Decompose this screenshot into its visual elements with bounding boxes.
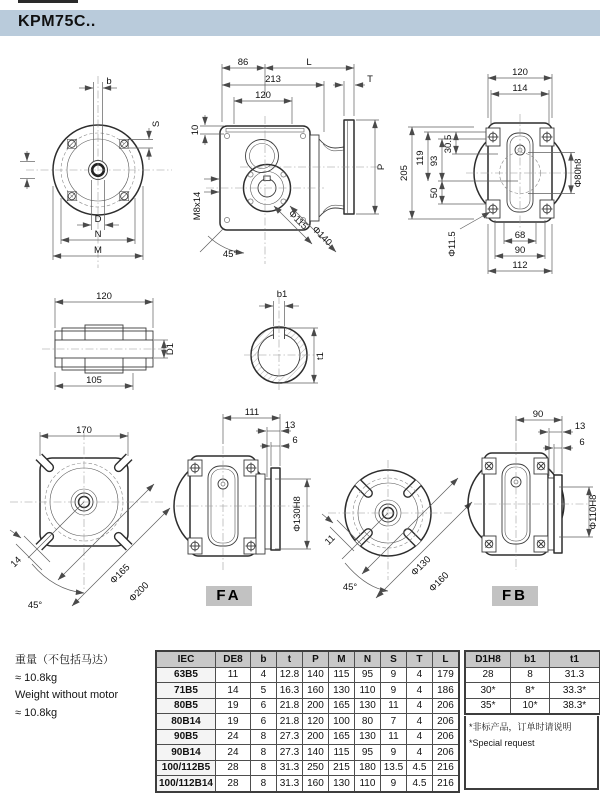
table-cell: 95	[354, 667, 380, 683]
fb-label-text: FB	[502, 587, 528, 604]
fb-dimensions	[322, 478, 472, 598]
table-header-cell: IEC	[156, 651, 215, 667]
dim-label: 90	[514, 245, 526, 256]
dim-label: 213	[265, 74, 281, 85]
table-cell: 31.3	[550, 667, 600, 683]
table-cell: 5	[250, 683, 276, 699]
table-cell: 215	[328, 760, 354, 776]
table-row	[465, 698, 600, 714]
table-cell: 4	[406, 667, 432, 683]
dim-label: 10	[190, 124, 201, 136]
table-cell: 19	[215, 714, 250, 730]
dim-label: Φ165	[108, 562, 133, 587]
table-cell: 206	[432, 698, 459, 714]
dim-label: Φ130	[409, 554, 434, 579]
table-row	[156, 667, 459, 683]
drawing-b5-flange-front	[20, 58, 210, 286]
table-cell: 30*	[465, 683, 511, 699]
table-cell: 38.3*	[550, 698, 600, 714]
table-cell: 130	[328, 683, 354, 699]
table-cell: 31.3	[276, 776, 302, 792]
table-cell: 4	[406, 729, 432, 745]
dim-label: S	[151, 120, 162, 128]
dim-label: b	[106, 76, 112, 87]
table-cell: 35*	[465, 698, 511, 714]
table-cell: 160	[302, 683, 328, 699]
dim-label: 45°	[342, 582, 358, 593]
drawing-bore-section	[232, 288, 357, 400]
dim-label: T	[367, 74, 373, 85]
table-cell: 165	[328, 729, 354, 745]
flange-dimensions	[20, 76, 162, 260]
fb-outline	[328, 460, 452, 580]
table-cell: 179	[432, 667, 459, 683]
table-cell: 186	[432, 683, 459, 699]
table-cell: 9	[380, 776, 406, 792]
dim-label: 68	[514, 230, 526, 241]
table-header-cell: t	[276, 651, 302, 667]
dim-label: 119	[415, 150, 426, 166]
table-row	[156, 714, 459, 730]
weight-note	[15, 652, 118, 722]
dim-label: 205	[399, 165, 410, 181]
drawing-rear-view	[398, 66, 600, 286]
table-cell: 130	[328, 776, 354, 792]
note-box	[464, 716, 599, 790]
dim-label: 105	[86, 375, 102, 386]
table-header-cell: N	[354, 651, 380, 667]
table-cell: 6	[250, 698, 276, 714]
table-cell: 180	[354, 760, 380, 776]
table-header-cell: DE8	[215, 651, 250, 667]
fb-label	[492, 586, 538, 606]
table-cell: 9	[380, 745, 406, 761]
dim-label: 112	[512, 260, 528, 271]
table-cell: 115	[328, 745, 354, 761]
table-row	[465, 667, 600, 683]
table-cell: 9	[380, 683, 406, 699]
dim-label: 11	[322, 532, 338, 548]
table-header-cell: L	[432, 651, 459, 667]
table-cell: 4	[406, 683, 432, 699]
table-cell: 4	[406, 714, 432, 730]
dim-label: Φ160	[427, 570, 452, 595]
fa-side-outline	[174, 446, 310, 570]
table-cell: 4	[250, 667, 276, 683]
table-row	[156, 745, 459, 761]
table-cell: 11	[380, 729, 406, 745]
table-header-cell: t1	[550, 651, 600, 667]
table-cell: 28	[465, 667, 511, 683]
table-cell: 130	[354, 729, 380, 745]
fb-side-outline	[468, 443, 590, 570]
table-cell: 200	[302, 729, 328, 745]
table-cell: 19	[215, 698, 250, 714]
drawing-fb-flange-front	[312, 418, 474, 623]
dim-label: 14	[8, 554, 24, 570]
table-row	[156, 760, 459, 776]
dim-label: 45°	[27, 600, 43, 611]
table-cell: 8*	[511, 683, 550, 699]
bore-outline	[244, 296, 316, 390]
table-cell: 24	[215, 745, 250, 761]
table-cell: 130	[354, 698, 380, 714]
table-cell: 6	[250, 714, 276, 730]
table-row	[156, 729, 459, 745]
table-cell: 206	[432, 729, 459, 745]
gearbox-outline	[206, 116, 382, 264]
table-cell: 206	[432, 745, 459, 761]
dim-label: Φ200	[127, 580, 152, 605]
table-header-cell: 100/112B5	[156, 760, 215, 776]
table-header-cell: 71B5	[156, 683, 215, 699]
dim-label: 120	[96, 291, 112, 302]
dim-label: 6	[579, 437, 585, 448]
dim-label: N	[94, 229, 102, 240]
table-cell: 100	[328, 714, 354, 730]
table-cell: 28	[215, 776, 250, 792]
dim-label: 13	[574, 421, 586, 432]
rear-outline	[466, 114, 580, 231]
table-cell: 206	[432, 714, 459, 730]
table-row	[156, 683, 459, 699]
page-title: KPM75C..	[18, 13, 96, 30]
table-header-row	[465, 651, 600, 667]
table-cell: 21.8	[276, 698, 302, 714]
table-row	[156, 698, 459, 714]
dim-label: M	[94, 245, 102, 256]
dimension-table	[155, 650, 460, 793]
dim-label: 114	[512, 83, 528, 94]
dim-label: 86	[237, 57, 249, 68]
drawing-hollow-shaft	[30, 288, 220, 400]
table-header-cell: T	[406, 651, 432, 667]
table-cell: 110	[354, 776, 380, 792]
table-cell: 8	[250, 745, 276, 761]
weight-note-line: Weight without motor	[15, 689, 119, 702]
shaft-outline	[42, 325, 172, 373]
page-edge-mark	[18, 0, 78, 3]
fa-dimensions	[9, 425, 170, 611]
dim-label: 45°	[222, 249, 238, 260]
table-cell: 12.8	[276, 667, 302, 683]
table-header-cell: b	[250, 651, 276, 667]
table-cell: 165	[328, 698, 354, 714]
aux-dimension-table	[464, 650, 600, 715]
table-cell: 200	[302, 698, 328, 714]
dim-label: Φ110H8	[588, 494, 599, 530]
table-row	[465, 683, 600, 699]
dim-label: b1	[276, 289, 288, 300]
table-header-cell: 90B14	[156, 745, 215, 761]
table-header-cell: 63B5	[156, 667, 215, 683]
table-cell: 27.3	[276, 729, 302, 745]
dim-label: M8x14	[192, 191, 203, 221]
dim-label: 93	[429, 155, 440, 167]
table-cell: 8	[511, 667, 550, 683]
table-cell: 140	[302, 667, 328, 683]
fa-label-text: FA	[216, 587, 242, 604]
table-cell: 14	[215, 683, 250, 699]
table-cell: 4	[406, 698, 432, 714]
table-cell: 33.3*	[550, 683, 600, 699]
weight-note-line: 重量（不包括马达）	[15, 654, 114, 666]
weight-note-line: ≈ 10.8kg	[15, 706, 58, 719]
dim-label: 90	[532, 409, 544, 420]
table-cell: 8	[250, 760, 276, 776]
dim-label: 111	[244, 407, 260, 418]
note-en: *Special request	[469, 738, 535, 749]
dim-label: t1	[315, 352, 326, 360]
dim-label: 30.5	[443, 134, 454, 154]
table-header-cell: 90B5	[156, 729, 215, 745]
table-cell: 140	[302, 745, 328, 761]
table-header-row	[156, 651, 459, 667]
table-cell: 27.3	[276, 745, 302, 761]
table-cell: 31.3	[276, 760, 302, 776]
dim-label: 13	[284, 420, 296, 431]
table-cell: 8	[250, 729, 276, 745]
table-header-cell: D1H8	[465, 651, 511, 667]
dim-label: Φ11.5	[447, 231, 458, 257]
dim-label: L	[306, 57, 312, 68]
dim-label: Φ130H8	[292, 496, 303, 532]
table-cell: 4.5	[406, 776, 432, 792]
dim-label: D	[94, 214, 102, 225]
table-header-cell: P	[302, 651, 328, 667]
table-header-cell: 100/112B14	[156, 776, 215, 792]
weight-note-line: ≈ 10.8kg	[15, 671, 58, 684]
dim-label: 120	[255, 90, 271, 101]
table-header-cell: S	[380, 651, 406, 667]
table-cell: 120	[302, 714, 328, 730]
table-cell: 216	[432, 776, 459, 792]
table-cell: 4.5	[406, 760, 432, 776]
table-cell: 13.5	[380, 760, 406, 776]
table-cell: 115	[328, 667, 354, 683]
table-cell: 11	[380, 698, 406, 714]
table-row	[156, 776, 459, 792]
table-cell: 24	[215, 729, 250, 745]
dim-label: 120	[512, 67, 528, 78]
table-cell: 16.3	[276, 683, 302, 699]
table-header-cell: M	[328, 651, 354, 667]
fa-outline	[10, 432, 164, 590]
dim-label: P	[376, 163, 387, 171]
note-cn: *非标产品，订单时请说明	[469, 722, 572, 732]
dim-label: 50	[429, 187, 440, 199]
dim-label: D1	[165, 342, 176, 356]
table-cell: 10*	[511, 698, 550, 714]
table-cell: 11	[215, 667, 250, 683]
table-cell: 7	[380, 714, 406, 730]
drawing-gearbox-side-view	[192, 58, 407, 298]
table-cell: 8	[250, 776, 276, 792]
table-cell: 95	[354, 745, 380, 761]
fa-label	[206, 586, 252, 606]
table-cell: 9	[380, 667, 406, 683]
table-cell: 110	[354, 683, 380, 699]
title-bar	[0, 10, 600, 36]
dim-label: 170	[76, 425, 92, 436]
table-header-cell: b1	[511, 651, 550, 667]
table-cell: 21.8	[276, 714, 302, 730]
table-cell: 250	[302, 760, 328, 776]
table-cell: 4	[406, 745, 432, 761]
dim-label: Φ115	[285, 208, 310, 233]
table-cell: 160	[302, 776, 328, 792]
table-cell: 80	[354, 714, 380, 730]
dim-label: Φ140	[309, 224, 334, 249]
table-cell: 28	[215, 760, 250, 776]
dim-label: 6	[292, 435, 298, 446]
dim-label: Φ80h8	[573, 158, 584, 188]
table-cell: 216	[432, 760, 459, 776]
table-header-cell: 80B5	[156, 698, 215, 714]
table-header-cell: 80B14	[156, 714, 215, 730]
